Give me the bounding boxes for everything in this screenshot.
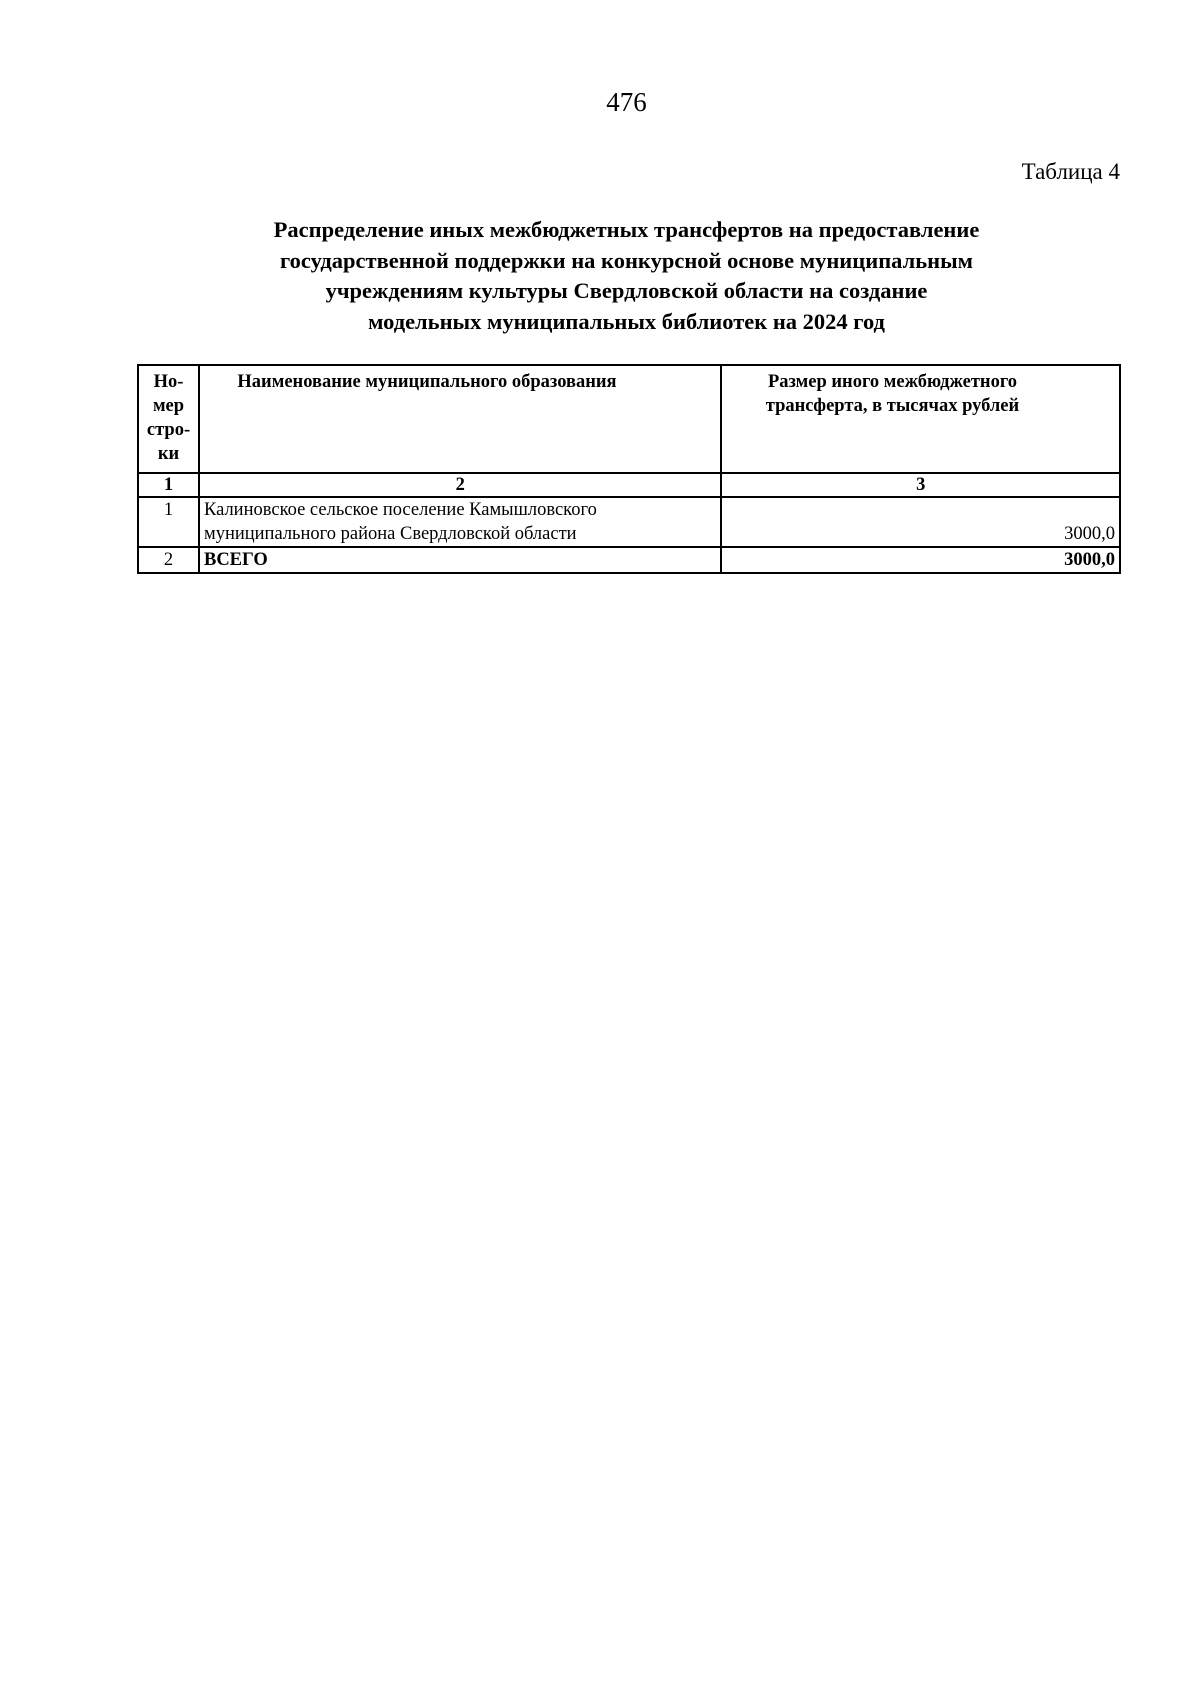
amount-cell: 3000,0	[721, 497, 1120, 547]
header-amount-label	[742, 370, 1042, 418]
header-row-number-line: стро-	[146, 420, 191, 440]
document-title-line: модельных муниципальных библиотек на 2024 год	[368, 308, 885, 334]
column-index-cell: 1	[138, 473, 199, 497]
header-amount-line: трансферта, в тысячах рублей	[765, 396, 1020, 416]
table-label: Таблица 4	[1021, 159, 1120, 184]
municipality-name-line: муниципального района Свердловской области	[203, 524, 577, 544]
header-amount-cell	[721, 365, 1120, 473]
header-row-number-line: Но-	[153, 372, 184, 392]
total-row-number-cell: 2	[138, 547, 199, 573]
column-index-cell: 2	[199, 473, 722, 497]
document-title-line: государственной поддержки на конкурсной основе муниципальным	[279, 247, 973, 273]
row-number-cell: 1	[138, 497, 199, 547]
total-row	[138, 547, 1120, 573]
column-index-row	[138, 473, 1120, 497]
table-header-row	[138, 365, 1120, 473]
header-amount-line: Размер иного межбюджетного	[767, 372, 1018, 392]
header-row-number-line: мер	[152, 396, 185, 416]
document-title	[200, 215, 1053, 337]
column-index-cell: 3	[721, 473, 1120, 497]
municipality-name-line: Калиновское сельское поселение Камышловского	[203, 500, 597, 520]
header-row-number-line: ки	[157, 444, 180, 464]
header-municipality-cell	[199, 365, 722, 473]
distribution-table	[137, 364, 1121, 574]
table-row	[138, 497, 1120, 547]
document-title-line: Распределение иных межбюджетных трансфертов на предоставление	[273, 217, 980, 242]
document-title-line: учреждениям культуры Свердловской области на создание	[325, 278, 928, 303]
total-amount-cell: 3000,0	[721, 547, 1120, 573]
page-number: 476	[606, 87, 647, 117]
total-label-cell: ВСЕГО	[199, 547, 722, 573]
header-row-number-cell	[138, 365, 199, 473]
municipality-name-cell	[199, 497, 722, 547]
header-municipality-label: Наименование муниципального образования	[237, 372, 617, 392]
